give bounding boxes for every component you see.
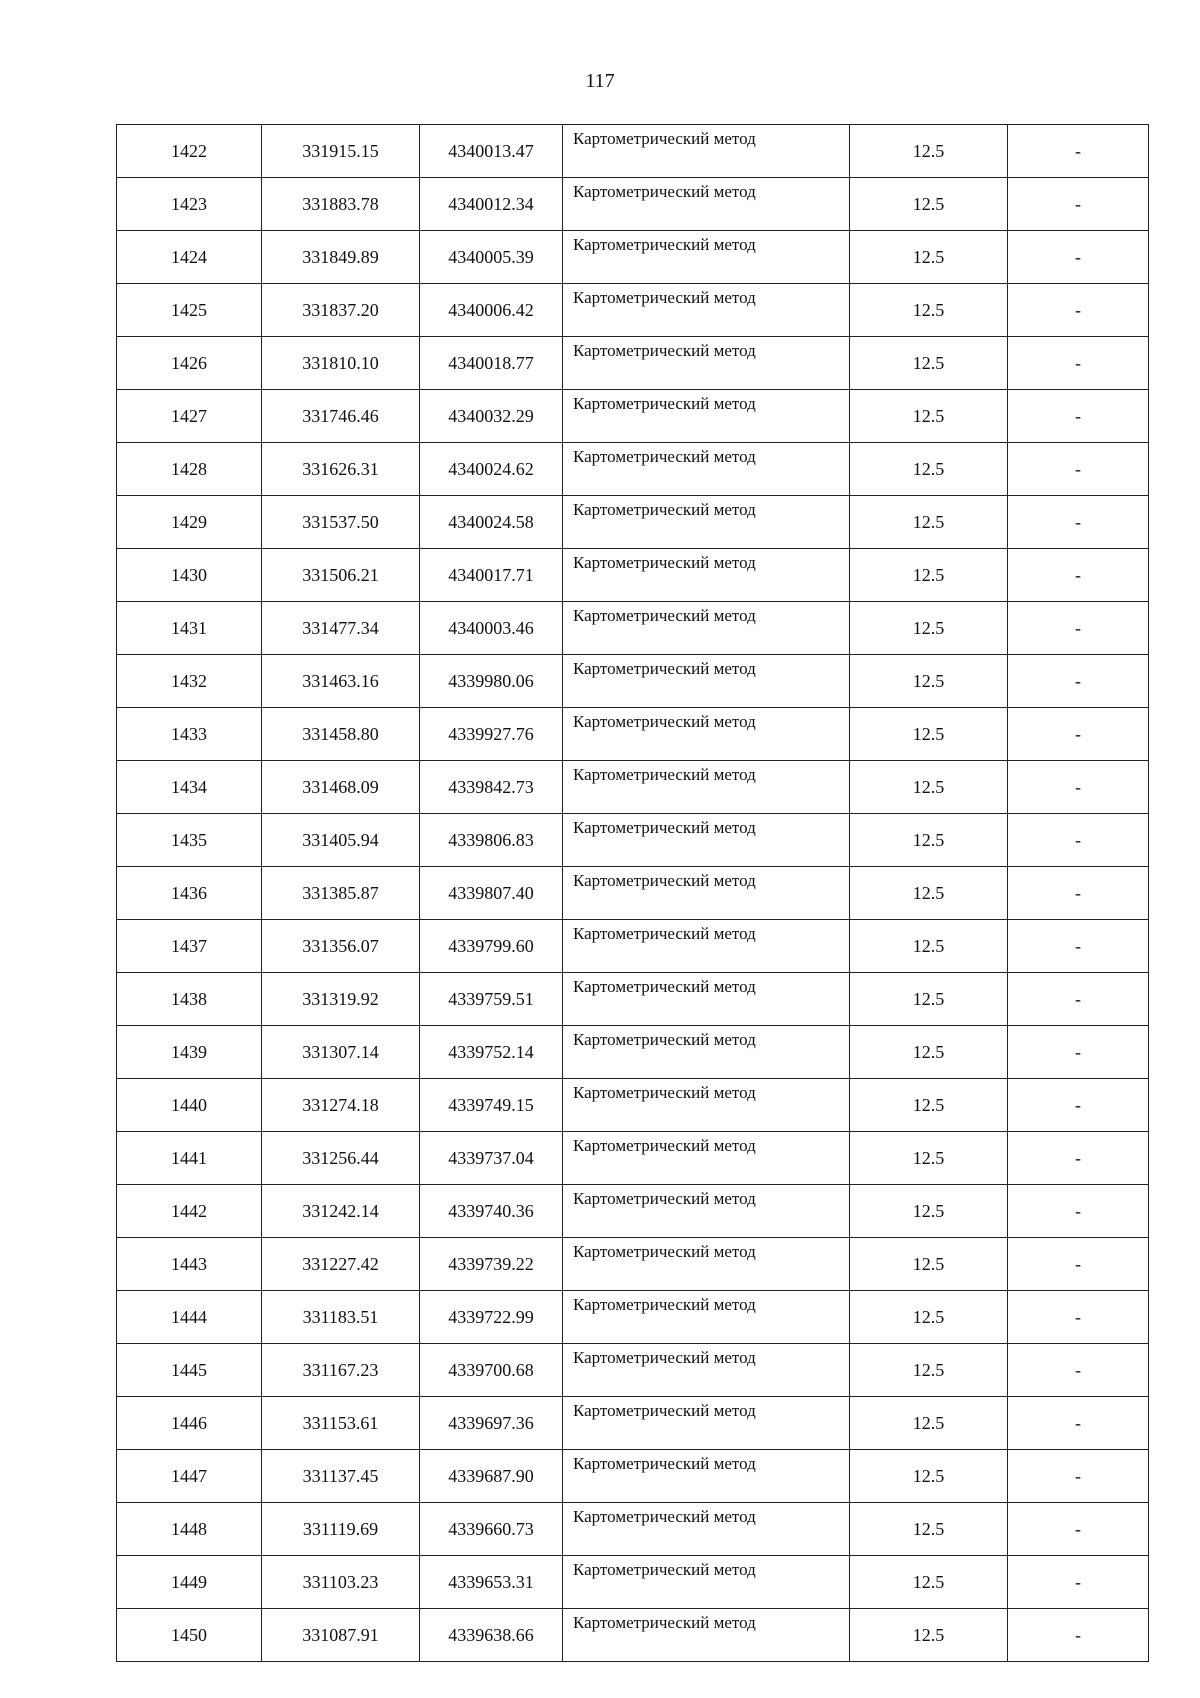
accuracy-cell: 12.5 <box>850 761 1008 814</box>
table-row <box>117 1238 1149 1291</box>
note-cell: - <box>1008 1556 1149 1609</box>
y-coordinate-cell: 4339799.60 <box>420 920 563 973</box>
y-coordinate-cell: 4340024.58 <box>420 496 563 549</box>
point-number-cell: 1449 <box>117 1556 262 1609</box>
point-number-cell: 1438 <box>117 973 262 1026</box>
table-row <box>117 708 1149 761</box>
method-cell: Картометрический метод <box>563 1185 850 1238</box>
point-number-cell: 1429 <box>117 496 262 549</box>
method-cell: Картометрический метод <box>563 178 850 231</box>
method-cell: Картометрический метод <box>563 1450 850 1503</box>
method-cell: Картометрический метод <box>563 867 850 920</box>
x-coordinate-cell: 331849.89 <box>262 231 420 284</box>
method-cell: Картометрический метод <box>563 1026 850 1079</box>
accuracy-cell: 12.5 <box>850 443 1008 496</box>
accuracy-cell: 12.5 <box>850 814 1008 867</box>
x-coordinate-cell: 331458.80 <box>262 708 420 761</box>
table-row <box>117 1503 1149 1556</box>
point-number-cell: 1433 <box>117 708 262 761</box>
note-cell: - <box>1008 814 1149 867</box>
y-coordinate-cell: 4340013.47 <box>420 125 563 178</box>
x-coordinate-cell: 331385.87 <box>262 867 420 920</box>
table-row <box>117 1079 1149 1132</box>
x-coordinate-cell: 331183.51 <box>262 1291 420 1344</box>
y-coordinate-cell: 4339927.76 <box>420 708 563 761</box>
method-cell: Картометрический метод <box>563 1238 850 1291</box>
method-cell: Картометрический метод <box>563 337 850 390</box>
point-number-cell: 1441 <box>117 1132 262 1185</box>
note-cell: - <box>1008 1503 1149 1556</box>
table-row <box>117 549 1149 602</box>
note-cell: - <box>1008 655 1149 708</box>
y-coordinate-cell: 4340017.71 <box>420 549 563 602</box>
method-cell: Картометрический метод <box>563 1344 850 1397</box>
method-cell: Картометрический метод <box>563 1132 850 1185</box>
table-row <box>117 231 1149 284</box>
y-coordinate-cell: 4339749.15 <box>420 1079 563 1132</box>
accuracy-cell: 12.5 <box>850 920 1008 973</box>
method-cell: Картометрический метод <box>563 814 850 867</box>
method-cell: Картометрический метод <box>563 231 850 284</box>
x-coordinate-cell: 331153.61 <box>262 1397 420 1450</box>
accuracy-cell: 12.5 <box>850 1503 1008 1556</box>
table-row <box>117 1132 1149 1185</box>
y-coordinate-cell: 4340005.39 <box>420 231 563 284</box>
note-cell: - <box>1008 602 1149 655</box>
point-number-cell: 1434 <box>117 761 262 814</box>
x-coordinate-cell: 331307.14 <box>262 1026 420 1079</box>
method-cell: Картометрический метод <box>563 655 850 708</box>
method-cell: Картометрический метод <box>563 125 850 178</box>
y-coordinate-cell: 4340018.77 <box>420 337 563 390</box>
y-coordinate-cell: 4339980.06 <box>420 655 563 708</box>
method-cell: Картометрический метод <box>563 496 850 549</box>
table-row <box>117 337 1149 390</box>
x-coordinate-cell: 331477.34 <box>262 602 420 655</box>
accuracy-cell: 12.5 <box>850 867 1008 920</box>
accuracy-cell: 12.5 <box>850 1556 1008 1609</box>
table-row <box>117 443 1149 496</box>
point-number-cell: 1427 <box>117 390 262 443</box>
y-coordinate-cell: 4339740.36 <box>420 1185 563 1238</box>
accuracy-cell: 12.5 <box>850 1291 1008 1344</box>
table-row <box>117 1026 1149 1079</box>
accuracy-cell: 12.5 <box>850 284 1008 337</box>
table-body <box>117 125 1149 1662</box>
y-coordinate-cell: 4340032.29 <box>420 390 563 443</box>
note-cell: - <box>1008 1291 1149 1344</box>
table-row <box>117 1609 1149 1662</box>
note-cell: - <box>1008 920 1149 973</box>
accuracy-cell: 12.5 <box>850 125 1008 178</box>
table-row <box>117 284 1149 337</box>
note-cell: - <box>1008 1185 1149 1238</box>
note-cell: - <box>1008 1238 1149 1291</box>
accuracy-cell: 12.5 <box>850 390 1008 443</box>
x-coordinate-cell: 331087.91 <box>262 1609 420 1662</box>
x-coordinate-cell: 331463.16 <box>262 655 420 708</box>
accuracy-cell: 12.5 <box>850 1397 1008 1450</box>
x-coordinate-cell: 331227.42 <box>262 1238 420 1291</box>
x-coordinate-cell: 331137.45 <box>262 1450 420 1503</box>
x-coordinate-cell: 331103.23 <box>262 1556 420 1609</box>
point-number-cell: 1448 <box>117 1503 262 1556</box>
y-coordinate-cell: 4339737.04 <box>420 1132 563 1185</box>
point-number-cell: 1431 <box>117 602 262 655</box>
accuracy-cell: 12.5 <box>850 602 1008 655</box>
y-coordinate-cell: 4339700.68 <box>420 1344 563 1397</box>
accuracy-cell: 12.5 <box>850 708 1008 761</box>
x-coordinate-cell: 331837.20 <box>262 284 420 337</box>
note-cell: - <box>1008 337 1149 390</box>
y-coordinate-cell: 4339660.73 <box>420 1503 563 1556</box>
accuracy-cell: 12.5 <box>850 496 1008 549</box>
method-cell: Картометрический метод <box>563 1291 850 1344</box>
note-cell: - <box>1008 1397 1149 1450</box>
point-number-cell: 1423 <box>117 178 262 231</box>
table-row <box>117 655 1149 708</box>
note-cell: - <box>1008 1026 1149 1079</box>
y-coordinate-cell: 4339759.51 <box>420 973 563 1026</box>
y-coordinate-cell: 4339687.90 <box>420 1450 563 1503</box>
method-cell: Картометрический метод <box>563 973 850 1026</box>
point-number-cell: 1430 <box>117 549 262 602</box>
y-coordinate-cell: 4339842.73 <box>420 761 563 814</box>
table-row <box>117 1397 1149 1450</box>
accuracy-cell: 12.5 <box>850 973 1008 1026</box>
coordinates-table <box>116 124 1149 1662</box>
accuracy-cell: 12.5 <box>850 231 1008 284</box>
x-coordinate-cell: 331256.44 <box>262 1132 420 1185</box>
accuracy-cell: 12.5 <box>850 1450 1008 1503</box>
point-number-cell: 1432 <box>117 655 262 708</box>
y-coordinate-cell: 4339722.99 <box>420 1291 563 1344</box>
method-cell: Картометрический метод <box>563 390 850 443</box>
y-coordinate-cell: 4339739.22 <box>420 1238 563 1291</box>
table-row <box>117 496 1149 549</box>
page-number: 117 <box>585 70 615 92</box>
accuracy-cell: 12.5 <box>850 1079 1008 1132</box>
x-coordinate-cell: 331356.07 <box>262 920 420 973</box>
note-cell: - <box>1008 1609 1149 1662</box>
accuracy-cell: 12.5 <box>850 1238 1008 1291</box>
point-number-cell: 1443 <box>117 1238 262 1291</box>
x-coordinate-cell: 331274.18 <box>262 1079 420 1132</box>
table-row <box>117 920 1149 973</box>
y-coordinate-cell: 4339752.14 <box>420 1026 563 1079</box>
y-coordinate-cell: 4340024.62 <box>420 443 563 496</box>
note-cell: - <box>1008 761 1149 814</box>
accuracy-cell: 12.5 <box>850 1026 1008 1079</box>
x-coordinate-cell: 331468.09 <box>262 761 420 814</box>
note-cell: - <box>1008 443 1149 496</box>
note-cell: - <box>1008 1450 1149 1503</box>
accuracy-cell: 12.5 <box>850 549 1008 602</box>
method-cell: Картометрический метод <box>563 443 850 496</box>
note-cell: - <box>1008 708 1149 761</box>
table-row <box>117 602 1149 655</box>
point-number-cell: 1444 <box>117 1291 262 1344</box>
y-coordinate-cell: 4340012.34 <box>420 178 563 231</box>
point-number-cell: 1447 <box>117 1450 262 1503</box>
table-row <box>117 125 1149 178</box>
point-number-cell: 1424 <box>117 231 262 284</box>
point-number-cell: 1442 <box>117 1185 262 1238</box>
x-coordinate-cell: 331506.21 <box>262 549 420 602</box>
table-row <box>117 1344 1149 1397</box>
accuracy-cell: 12.5 <box>850 178 1008 231</box>
point-number-cell: 1446 <box>117 1397 262 1450</box>
table-row <box>117 867 1149 920</box>
note-cell: - <box>1008 1132 1149 1185</box>
note-cell: - <box>1008 125 1149 178</box>
point-number-cell: 1422 <box>117 125 262 178</box>
method-cell: Картометрический метод <box>563 602 850 655</box>
note-cell: - <box>1008 1344 1149 1397</box>
accuracy-cell: 12.5 <box>850 655 1008 708</box>
accuracy-cell: 12.5 <box>850 337 1008 390</box>
x-coordinate-cell: 331810.10 <box>262 337 420 390</box>
x-coordinate-cell: 331883.78 <box>262 178 420 231</box>
point-number-cell: 1435 <box>117 814 262 867</box>
method-cell: Картометрический метод <box>563 761 850 814</box>
table-row <box>117 390 1149 443</box>
point-number-cell: 1437 <box>117 920 262 973</box>
y-coordinate-cell: 4339806.83 <box>420 814 563 867</box>
accuracy-cell: 12.5 <box>850 1185 1008 1238</box>
accuracy-cell: 12.5 <box>850 1132 1008 1185</box>
point-number-cell: 1436 <box>117 867 262 920</box>
x-coordinate-cell: 331167.23 <box>262 1344 420 1397</box>
note-cell: - <box>1008 973 1149 1026</box>
x-coordinate-cell: 331242.14 <box>262 1185 420 1238</box>
table-row <box>117 1291 1149 1344</box>
method-cell: Картометрический метод <box>563 1503 850 1556</box>
point-number-cell: 1426 <box>117 337 262 390</box>
method-cell: Картометрический метод <box>563 920 850 973</box>
point-number-cell: 1445 <box>117 1344 262 1397</box>
x-coordinate-cell: 331626.31 <box>262 443 420 496</box>
x-coordinate-cell: 331119.69 <box>262 1503 420 1556</box>
table-row <box>117 1450 1149 1503</box>
note-cell: - <box>1008 549 1149 602</box>
y-coordinate-cell: 4339697.36 <box>420 1397 563 1450</box>
method-cell: Картометрический метод <box>563 1079 850 1132</box>
y-coordinate-cell: 4340003.46 <box>420 602 563 655</box>
table-row <box>117 1556 1149 1609</box>
note-cell: - <box>1008 1079 1149 1132</box>
note-cell: - <box>1008 231 1149 284</box>
x-coordinate-cell: 331915.15 <box>262 125 420 178</box>
y-coordinate-cell: 4339807.40 <box>420 867 563 920</box>
note-cell: - <box>1008 390 1149 443</box>
y-coordinate-cell: 4339653.31 <box>420 1556 563 1609</box>
accuracy-cell: 12.5 <box>850 1609 1008 1662</box>
method-cell: Картометрический метод <box>563 1556 850 1609</box>
point-number-cell: 1428 <box>117 443 262 496</box>
table-row <box>117 814 1149 867</box>
y-coordinate-cell: 4339638.66 <box>420 1609 563 1662</box>
method-cell: Картометрический метод <box>563 1609 850 1662</box>
y-coordinate-cell: 4340006.42 <box>420 284 563 337</box>
table-row <box>117 178 1149 231</box>
x-coordinate-cell: 331405.94 <box>262 814 420 867</box>
x-coordinate-cell: 331746.46 <box>262 390 420 443</box>
note-cell: - <box>1008 284 1149 337</box>
method-cell: Картометрический метод <box>563 708 850 761</box>
table-row <box>117 761 1149 814</box>
point-number-cell: 1450 <box>117 1609 262 1662</box>
method-cell: Картометрический метод <box>563 549 850 602</box>
method-cell: Картометрический метод <box>563 1397 850 1450</box>
x-coordinate-cell: 331319.92 <box>262 973 420 1026</box>
x-coordinate-cell: 331537.50 <box>262 496 420 549</box>
point-number-cell: 1439 <box>117 1026 262 1079</box>
note-cell: - <box>1008 178 1149 231</box>
method-cell: Картометрический метод <box>563 284 850 337</box>
point-number-cell: 1440 <box>117 1079 262 1132</box>
point-number-cell: 1425 <box>117 284 262 337</box>
table-row <box>117 973 1149 1026</box>
accuracy-cell: 12.5 <box>850 1344 1008 1397</box>
table-row <box>117 1185 1149 1238</box>
note-cell: - <box>1008 867 1149 920</box>
note-cell: - <box>1008 496 1149 549</box>
